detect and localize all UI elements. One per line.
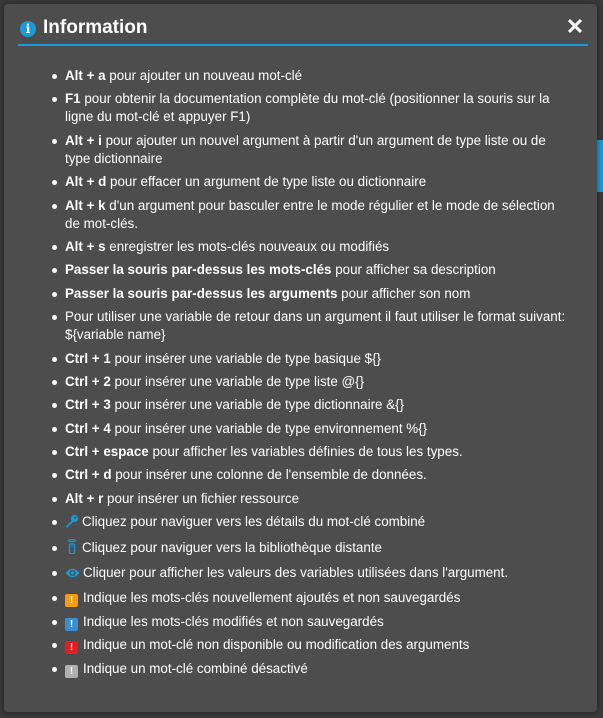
new-unsaved-badge: ! bbox=[65, 594, 78, 607]
shortcut-key: Ctrl + 4 bbox=[65, 420, 111, 436]
shortcut-key: Ctrl + 2 bbox=[65, 373, 111, 389]
icon-item-description: Cliquez pour naviguer vers les détails du mot-clé combiné bbox=[82, 514, 426, 530]
unavailable-badge: ! bbox=[65, 641, 78, 654]
badge-item-description: Indique les mots-clés nouvellement ajoutés et non sauvegardés bbox=[83, 590, 461, 606]
shortcut-description: pour insérer un fichier ressource bbox=[103, 490, 300, 506]
list-item bbox=[65, 613, 570, 631]
dialog-title: Information bbox=[43, 17, 148, 38]
list-item bbox=[65, 285, 570, 303]
list-item bbox=[65, 660, 570, 678]
shortcut-description: pour ajouter un nouveau mot-clé bbox=[105, 68, 303, 83]
shortcut-key: Ctrl + 1 bbox=[65, 350, 111, 366]
shortcut-key: Alt + s bbox=[65, 238, 106, 254]
shortcut-key: Passer la souris par-dessus les arguments bbox=[65, 285, 338, 301]
close-button[interactable]: ✕ bbox=[565, 14, 585, 39]
shortcut-key: Alt + k bbox=[65, 197, 106, 213]
key-icon bbox=[65, 514, 79, 533]
list-item bbox=[65, 636, 570, 654]
shortcut-key: Alt + i bbox=[65, 132, 102, 148]
list-item bbox=[65, 350, 570, 368]
list-item bbox=[65, 564, 570, 584]
list-item bbox=[65, 466, 570, 484]
list-item bbox=[65, 420, 570, 438]
backdrop-accent-strip bbox=[597, 140, 603, 192]
disabled-badge: ! bbox=[65, 665, 78, 678]
list-item bbox=[65, 197, 570, 233]
shortcut-description: pour obtenir la documentation complète du mot-clé (positionner la souris sur la ligne du mot-clé et appuyer F1) bbox=[65, 91, 550, 125]
list-item bbox=[65, 238, 570, 256]
badge-item-description: Indique un mot-clé non disponible ou modification des arguments bbox=[83, 637, 470, 653]
shortcut-key: Passer la souris par-dessus les mots-clés bbox=[65, 262, 332, 278]
remote-library-icon bbox=[65, 539, 79, 559]
list-item bbox=[65, 396, 570, 414]
shortcut-description: pour ajouter un nouvel argument à partir d'un argument de type liste ou de type dictionnaire bbox=[65, 132, 546, 166]
icon-item-description: Cliquer pour afficher les valeurs des variables utilisées dans l'argument. bbox=[83, 565, 509, 581]
shortcut-key: F1 bbox=[65, 91, 81, 107]
shortcut-key: Alt + r bbox=[65, 490, 104, 506]
shortcut-list bbox=[65, 67, 570, 683]
icon-item-description: Cliquez pour naviguer vers la bibliothèque distante bbox=[82, 539, 382, 555]
badge-item-description: Indique les mots-clés modifiés et non sauvegardés bbox=[83, 613, 384, 629]
info-icon: i bbox=[20, 21, 36, 37]
badge-item-description: Indique un mot-clé combiné désactivé bbox=[83, 660, 308, 676]
list-item bbox=[65, 261, 570, 279]
list-item bbox=[65, 539, 570, 559]
shortcut-description: pour insérer une variable de type dictionnaire &{} bbox=[110, 397, 405, 413]
modified-unsaved-badge: ! bbox=[65, 618, 78, 631]
list-item bbox=[65, 132, 570, 168]
shortcut-description: pour afficher sa description bbox=[331, 262, 496, 278]
eye-icon bbox=[65, 566, 80, 584]
shortcut-key: Alt + d bbox=[65, 174, 107, 190]
list-item bbox=[65, 490, 570, 508]
list-item bbox=[65, 589, 570, 607]
shortcut-description: pour insérer une variable de type liste @{} bbox=[110, 373, 365, 389]
shortcut-key: Ctrl + d bbox=[65, 467, 112, 483]
shortcut-description: pour insérer une variable de type environnement %{} bbox=[110, 420, 428, 436]
dialog-header bbox=[18, 14, 588, 46]
list-item bbox=[65, 308, 570, 344]
shortcut-description: pour afficher les variables définies de tous les types. bbox=[148, 444, 463, 460]
list-item bbox=[65, 90, 570, 126]
list-item bbox=[65, 443, 570, 461]
shortcut-description: pour afficher son nom bbox=[337, 285, 471, 301]
information-dialog bbox=[4, 4, 597, 712]
list-item bbox=[65, 373, 570, 391]
list-item bbox=[65, 173, 570, 191]
shortcut-key: Alt + a bbox=[65, 68, 106, 83]
shortcut-key: Ctrl + 3 bbox=[65, 397, 111, 413]
list-item bbox=[65, 513, 570, 533]
list-item bbox=[65, 67, 570, 85]
shortcut-description: d'un argument pour basculer entre le mode régulier et le mode de sélection de mot-clés. bbox=[65, 197, 555, 231]
shortcut-description: Pour utiliser une variable de retour dans un argument il faut utiliser le format suivant: ${variable name} bbox=[65, 309, 566, 343]
shortcut-description: pour insérer une colonne de l'ensemble de données. bbox=[111, 467, 427, 483]
shortcut-description: enregistrer les mots-clés nouveaux ou modifiés bbox=[105, 238, 390, 254]
shortcut-description: pour insérer une variable de type basique ${} bbox=[110, 350, 382, 366]
shortcut-key: Ctrl + espace bbox=[65, 444, 149, 460]
shortcut-description: pour effacer un argument de type liste ou dictionnaire bbox=[106, 174, 427, 190]
